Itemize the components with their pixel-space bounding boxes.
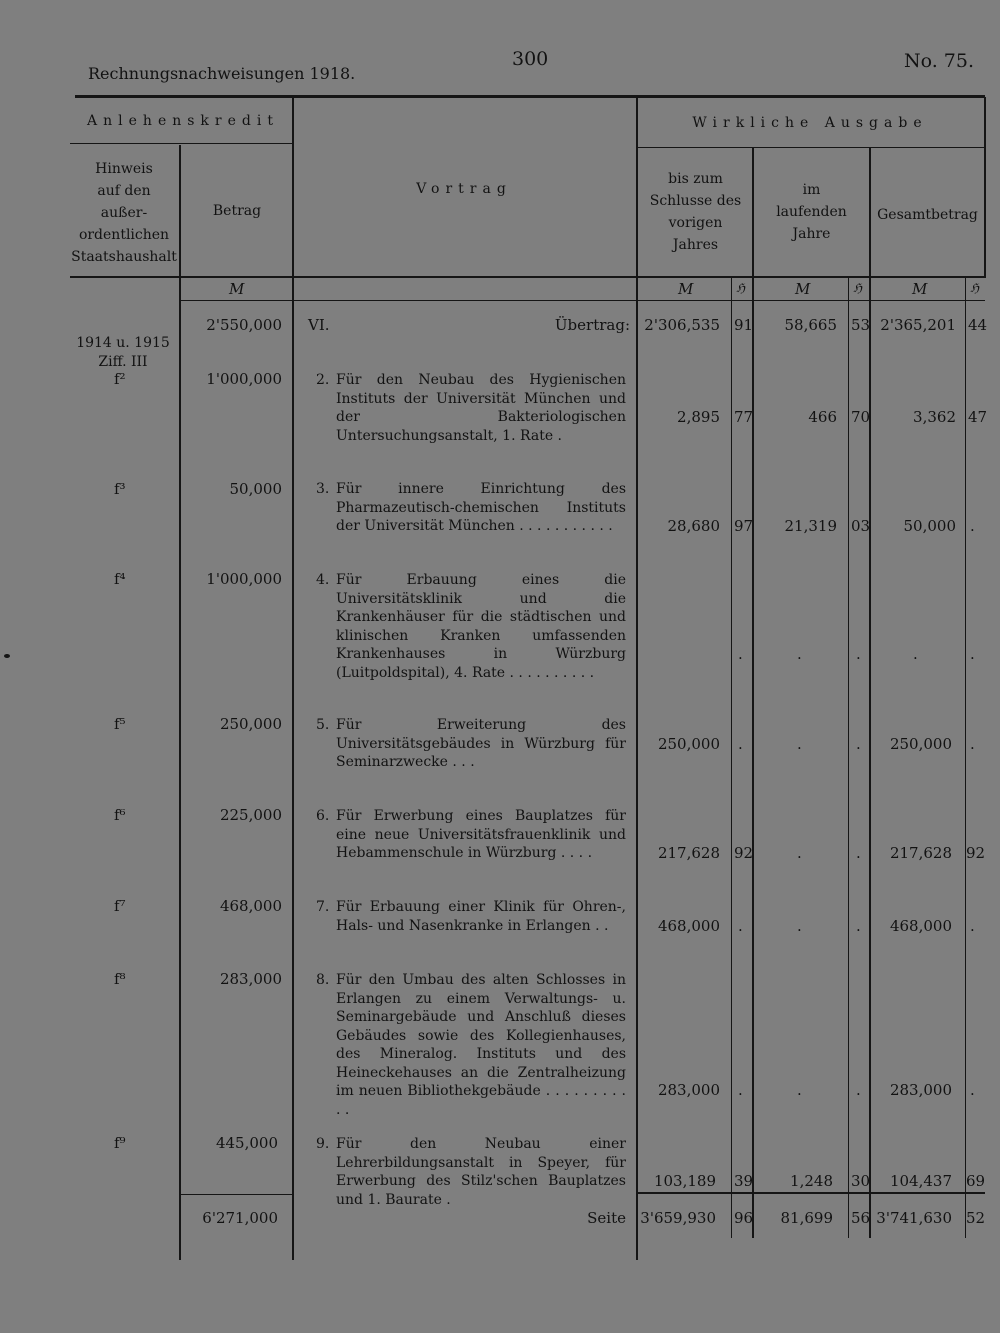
- row-number: 8.: [316, 972, 330, 988]
- row-bis-mark: 468,000: [657, 917, 720, 935]
- row-hinweis: f⁷: [114, 897, 126, 915]
- row-ges-pf: 69: [966, 1172, 986, 1190]
- footer-label: Seite: [587, 1209, 626, 1227]
- units-bottom-rule: [180, 300, 985, 301]
- row-betrag: 468,000: [219, 897, 282, 915]
- footer-betrag: 6'271,000: [202, 1209, 278, 1227]
- row-ges-pf: .: [970, 735, 975, 753]
- col-rule-betrag-left: [179, 145, 181, 1260]
- row-lauf-pf: 03: [851, 517, 871, 535]
- row-bis-pf: .: [738, 917, 743, 935]
- row-lauf-pf: .: [856, 1081, 861, 1099]
- header-wirkliche-ausgabe: Wirkliche Ausgabe: [692, 115, 928, 131]
- row-bis-pf: .: [738, 735, 743, 753]
- row-description: [316, 371, 626, 445]
- row-number: 2.: [316, 372, 330, 388]
- row-text: Für Erweiterung des Universitätsgebäudes in Würzburg für Seminarzwecke . . .: [336, 717, 626, 770]
- row-hinweis: f⁴: [114, 570, 126, 588]
- row-text: Für den Umbau des alten Schlosses in Erlangen zu einem Verwaltungs- u. Seminargebäude und Anschluß dieses Gebäudes sowie des Kollegienhauses, des Mineralog. Instituts und des Heineckehauses an die Zentralheizung im neuen Bibliothekgebäude . . . . . . . . . . .: [336, 972, 626, 1118]
- unit-pf-bis: ℌ: [736, 281, 746, 295]
- row-ges-mark: 50,000: [903, 517, 956, 535]
- row-ges-pf: .: [970, 1081, 975, 1099]
- anlehen-sub-rule: [70, 143, 292, 144]
- row-ges-mark: .: [913, 645, 918, 663]
- row-lauf-mark: 58,665: [784, 316, 837, 334]
- document-number: No. 75.: [904, 50, 975, 72]
- row-number: 7.: [316, 899, 330, 915]
- row-ges-pf: .: [970, 517, 975, 535]
- row-description: [316, 807, 626, 863]
- row-betrag: 50,000: [229, 480, 282, 498]
- unit-pf-lauf: ℌ: [853, 281, 863, 295]
- margin-mark: [4, 654, 10, 658]
- header-bis-zum-schlusse: bis zum Schlusse des vorigen Jahres: [649, 171, 742, 253]
- table-top-rule: [75, 95, 985, 98]
- row-betrag: 445,000: [215, 1134, 278, 1152]
- row-lauf-pf: 70: [851, 408, 871, 426]
- col-rule-ges-left: [869, 147, 871, 1238]
- col-rule-lauf-pf: [848, 278, 849, 1238]
- footer-bis-pf: 96: [734, 1209, 754, 1227]
- row-betrag: 225,000: [219, 806, 282, 824]
- row-ges-mark: 217,628: [889, 844, 952, 862]
- row-bis-mark: 28,680: [667, 517, 720, 535]
- row-bis-mark: 2,895: [677, 408, 720, 426]
- unit-mark-bis: M: [678, 280, 694, 298]
- row-text: Für innere Einrichtung des Pharmazeutisch-chemischen Instituts der Universität München . . . . . . . . . . .: [336, 481, 626, 534]
- header-vortrag: Vortrag: [416, 181, 512, 197]
- row-text: Für den Neubau des Hygienischen Instituts der Universität München und der Bakteriologischen Untersuchungsanstalt, 1. Rate .: [336, 372, 626, 444]
- row-lauf-pf: .: [856, 917, 861, 935]
- row-bis-pf: 97: [734, 517, 754, 535]
- row-betrag: 283,000: [219, 970, 282, 988]
- row-number: VI.: [308, 316, 330, 334]
- footer-ges-mark: 3'741,630: [876, 1209, 952, 1227]
- col-rule-ausgabe-left: [636, 97, 638, 1260]
- row-lauf-mark: .: [797, 645, 802, 663]
- header-gesamtbetrag: Gesamtbetrag: [877, 207, 978, 223]
- row-description: [316, 571, 626, 682]
- document-title: Rechnungsnachweisungen 1918.: [88, 64, 356, 83]
- sum-rule-ausgabe: [637, 1192, 985, 1194]
- row-bis-pf: 92: [734, 844, 754, 862]
- row-number: 9.: [316, 1136, 330, 1152]
- unit-mark-lauf: M: [795, 280, 811, 298]
- row-description: [316, 716, 626, 772]
- row-bis-pf: 39: [734, 1172, 754, 1190]
- row-description: [316, 1135, 626, 1209]
- row-text: Für Erbauung eines die Universitätsklinik und die Krankenhäuser für die städtischen und klinischen Kranken umfassenden Krankenhauses in Würzburg (Luitpoldspital), 4. Rate . . . . . . . . . .: [336, 572, 626, 681]
- row-ges-mark: 104,437: [889, 1172, 952, 1190]
- row-lauf-mark: 21,319: [784, 517, 837, 535]
- footer-lauf-pf: 56: [851, 1209, 871, 1227]
- row-hinweis: f⁹: [114, 1134, 126, 1152]
- row-ges-mark: 250,000: [889, 735, 952, 753]
- col-rule-bis-pf: [731, 278, 732, 1238]
- row-lauf-pf: 30: [851, 1172, 871, 1190]
- row-hinweis: f⁵: [114, 715, 126, 733]
- row-lauf-pf: .: [856, 645, 861, 663]
- col-rule-vortrag-left: [292, 97, 294, 1260]
- row-text: Für Erwerbung eines Bauplatzes für eine neue Universitätsfrauenklinik und Hebammenschule in Würzburg . . . .: [336, 808, 626, 861]
- row-bis-mark: 250,000: [657, 735, 720, 753]
- row-ges-mark: 2'365,201: [880, 316, 956, 334]
- row-description: [316, 480, 626, 536]
- row-hinweis: f⁸: [114, 970, 126, 988]
- row-lauf-mark: 1,248: [790, 1172, 833, 1190]
- row-hinweis: f⁶: [114, 806, 126, 824]
- row-bis-pf: .: [738, 1081, 743, 1099]
- row-bis-mark: 103,189: [653, 1172, 716, 1190]
- header-im-laufenden-jahre: im laufenden Jahre: [776, 182, 847, 242]
- page-number: 300: [512, 48, 549, 70]
- row-ges-mark: 468,000: [889, 917, 952, 935]
- row-betrag: 250,000: [219, 715, 282, 733]
- row-bis-mark: 283,000: [657, 1081, 720, 1099]
- unit-pf-ges: ℌ: [970, 281, 980, 295]
- row-lauf-pf: .: [856, 735, 861, 753]
- row-bis-mark: .: [738, 645, 743, 663]
- unit-mark-ges: M: [912, 280, 928, 298]
- header-anlehenskredit: Anlehenskredit: [87, 113, 279, 129]
- footer-bis-mark: 3'659,930: [640, 1209, 716, 1227]
- row-text: Für Erbauung einer Klinik für Ohren-, Hals- und Nasenkranke in Erlangen . .: [336, 899, 626, 934]
- row-bis-mark: 217,628: [657, 844, 720, 862]
- row-description: [316, 898, 626, 935]
- table-right-rule: [984, 97, 986, 278]
- row-number: 6.: [316, 808, 330, 824]
- row-number: 5.: [316, 717, 330, 733]
- row-ges-pf: .: [970, 645, 975, 663]
- row-lauf-pf: .: [856, 844, 861, 862]
- row-bis-mark: 2'306,535: [644, 316, 720, 334]
- footer-ges-pf: 52: [966, 1209, 986, 1227]
- row-number: 4.: [316, 572, 330, 588]
- header-betrag: Betrag: [212, 203, 262, 219]
- row-lauf-mark: 466: [808, 408, 837, 426]
- row-betrag: 2'550,000: [206, 316, 282, 334]
- row-betrag: 1'000,000: [206, 570, 282, 588]
- row-ges-pf: .: [970, 917, 975, 935]
- row-hinweis: f³: [114, 480, 126, 498]
- row-ges-pf: 92: [966, 844, 986, 862]
- row-betrag: 1'000,000: [206, 370, 282, 388]
- row-ges-pf: 47: [968, 408, 988, 426]
- row-bis-pf: 77: [734, 408, 754, 426]
- row-description: [316, 971, 626, 1119]
- row-hinweis: 1914 u. 1915 Ziff. III: [76, 335, 170, 370]
- row-lauf-mark: .: [797, 917, 802, 935]
- row-hinweis: f²: [114, 370, 126, 388]
- row-ges-pf: 44: [968, 316, 988, 334]
- row-text: Für den Neubau einer Lehrerbildungsanstalt in Speyer, für Erwerbung des Stilz'schen Bauplatzes und 1. Baurate .: [336, 1136, 626, 1208]
- sum-rule-betrag: [180, 1194, 292, 1195]
- col-rule-lauf-left: [752, 147, 754, 1238]
- row-ges-mark: 3,362: [913, 408, 956, 426]
- footer-lauf-mark: 81,699: [780, 1209, 833, 1227]
- row-lauf-mark: .: [797, 844, 802, 862]
- row-lauf-pf: 53: [851, 316, 871, 334]
- row-lauf-mark: .: [797, 735, 802, 753]
- row-number: 3.: [316, 481, 330, 497]
- unit-mark-betrag: M: [229, 280, 245, 298]
- header-hinweis: Hinweis auf den außer- ordentlichen Staatshaushalt: [71, 161, 177, 265]
- row-ges-mark: 283,000: [889, 1081, 952, 1099]
- ausgabe-sub-rule: [637, 147, 985, 148]
- col-rule-ges-pf: [965, 278, 966, 1238]
- row-lauf-mark: .: [797, 1081, 802, 1099]
- row-bis-pf: 91: [734, 316, 754, 334]
- row-uebertrag-label: Übertrag:: [554, 316, 630, 334]
